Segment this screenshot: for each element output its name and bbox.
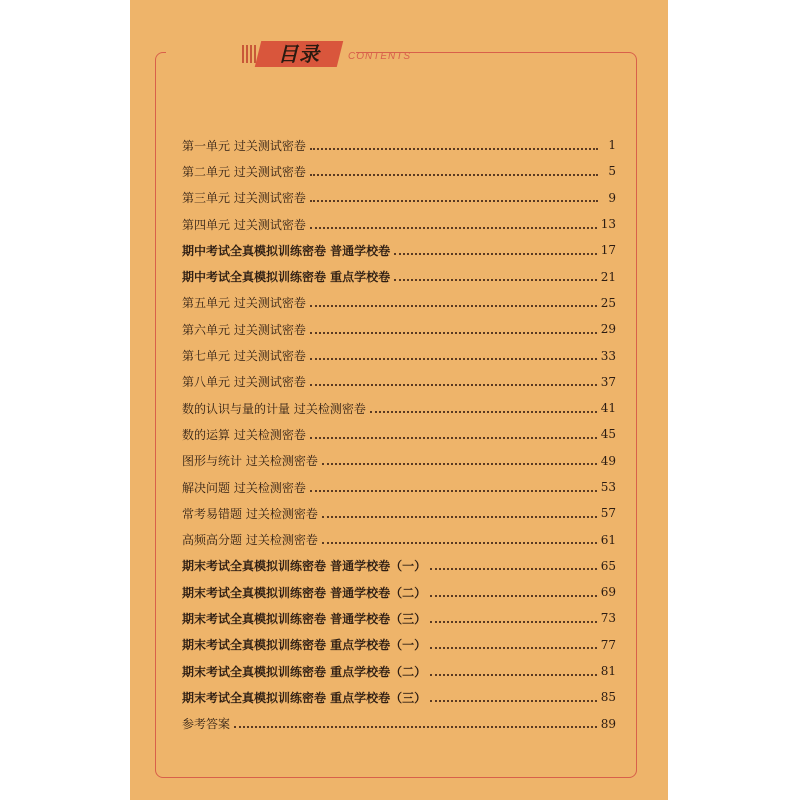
toc-entry[interactable] [182,684,616,710]
toc-entry-label: 期末考试全真模拟训练密卷 普通学校卷（三） [182,611,427,626]
toc-entry-page-number: 37 [600,374,616,389]
toc-entry-page-number: 53 [600,480,616,494]
dot-leader [310,147,598,150]
toc-entry-page-number: 57 [600,506,616,521]
dot-leader [310,331,597,334]
toc-entry-page-number: 61 [600,532,616,547]
toc-entry-label: 常考易错题 过关检测密卷 [182,506,318,521]
toc-entry[interactable] [182,369,616,395]
toc-entry[interactable] [182,342,616,368]
table-of-contents [182,132,616,737]
toc-entry-page-number: 81 [600,664,616,679]
dot-leader [430,594,597,597]
dot-leader [310,357,597,360]
toc-entry-page-number: 1 [608,138,616,153]
toc-entry-label: 高频高分题 过关检测密卷 [182,533,318,548]
dot-leader [310,436,597,439]
toc-entry-page-number: 21 [600,269,616,284]
page-subtitle: CONTENTS [348,51,411,62]
toc-entry[interactable] [182,237,616,263]
dot-leader [394,278,597,281]
toc-entry-page-number: 41 [600,401,616,416]
dot-leader [430,673,597,676]
toc-entry[interactable] [182,211,616,237]
document-page [130,0,668,800]
dot-leader [310,173,598,176]
toc-entry-page-number: 89 [600,716,616,731]
toc-entry-label: 图形与统计 过关检测密卷 [182,454,318,469]
toc-entry-page-number: 69 [600,585,616,600]
toc-entry-label: 数的认识与量的计量 过关检测密卷 [182,401,366,416]
toc-entry[interactable] [182,553,616,579]
dot-leader [322,462,597,465]
toc-entry-label: 第五单元 过关测试密卷 [182,296,306,311]
toc-entry[interactable] [182,605,616,631]
toc-entry-page-number: 13 [600,217,616,232]
toc-entry-page-number: 5 [608,164,616,179]
toc-entry[interactable] [182,158,616,184]
toc-entry[interactable] [182,132,616,158]
toc-entry[interactable] [182,526,616,552]
toc-entry-label: 期末考试全真模拟训练密卷 普通学校卷（一） [182,559,427,574]
toc-entry-page-number: 65 [600,558,616,573]
header [166,39,436,69]
dot-leader [430,699,597,702]
toc-entry-label: 第六单元 过关测试密卷 [182,322,306,337]
toc-entry-label: 期末考试全真模拟训练密卷 重点学校卷（三） [182,690,427,705]
toc-entry[interactable] [182,290,616,316]
toc-entry-page-number: 77 [600,637,616,652]
dot-leader [310,383,597,386]
toc-entry-label: 第三单元 过关测试密卷 [182,191,306,206]
toc-entry-label: 期末考试全真模拟训练密卷 重点学校卷（二） [182,664,427,679]
toc-entry-page-number: 25 [600,295,616,310]
toc-entry[interactable] [182,448,616,474]
dot-leader [430,646,597,649]
toc-entry-label: 期中考试全真模拟训练密卷 普通学校卷 [182,243,391,258]
toc-entry[interactable] [182,421,616,447]
toc-entry[interactable] [182,500,616,526]
dot-leader [234,725,597,728]
toc-entry-label: 数的运算 过关检测密卷 [182,427,306,442]
toc-entry-label: 期末考试全真模拟训练密卷 重点学校卷（一） [182,638,427,653]
dot-leader [430,620,597,623]
toc-entry-page-number: 17 [600,243,616,258]
toc-entry-label: 第二单元 过关测试密卷 [182,164,306,179]
toc-entry-label: 解决问题 过关检测密卷 [182,480,306,495]
dot-leader [310,199,598,202]
toc-entry[interactable] [182,474,616,500]
toc-entry-label: 期中考试全真模拟训练密卷 重点学校卷 [182,270,391,285]
toc-entry[interactable] [182,185,616,211]
toc-entry-label: 第一单元 过关测试密卷 [182,138,306,153]
page-title: 目录 [278,42,320,66]
toc-entry-page-number: 73 [600,611,616,626]
dot-leader [394,252,597,255]
toc-entry-label: 参考答案 [182,717,231,732]
toc-entry-page-number: 9 [608,190,616,205]
dot-leader [322,515,597,518]
dot-leader [310,304,597,307]
toc-entry-page-number: 85 [600,690,616,705]
toc-entry-label: 第七单元 过关测试密卷 [182,349,306,364]
toc-entry[interactable] [182,316,616,342]
dot-leader [370,410,597,413]
dot-leader [430,567,597,570]
toc-entry-page-number: 45 [600,427,616,442]
toc-entry-page-number: 33 [600,348,616,363]
toc-entry[interactable] [182,658,616,684]
toc-entry-page-number: 49 [600,453,616,468]
toc-entry[interactable] [182,579,616,605]
toc-entry-label: 期末考试全真模拟训练密卷 普通学校卷（二） [182,585,427,600]
toc-entry[interactable] [182,632,616,658]
toc-entry-label: 第四单元 过关测试密卷 [182,217,306,232]
dot-leader [322,541,597,544]
toc-entry[interactable] [182,711,616,737]
toc-entry[interactable] [182,395,616,421]
dot-leader [310,489,597,492]
toc-entry[interactable] [182,263,616,289]
toc-entry-label: 第八单元 过关测试密卷 [182,375,306,390]
toc-entry-page-number: 29 [600,322,616,337]
dot-leader [310,226,597,229]
